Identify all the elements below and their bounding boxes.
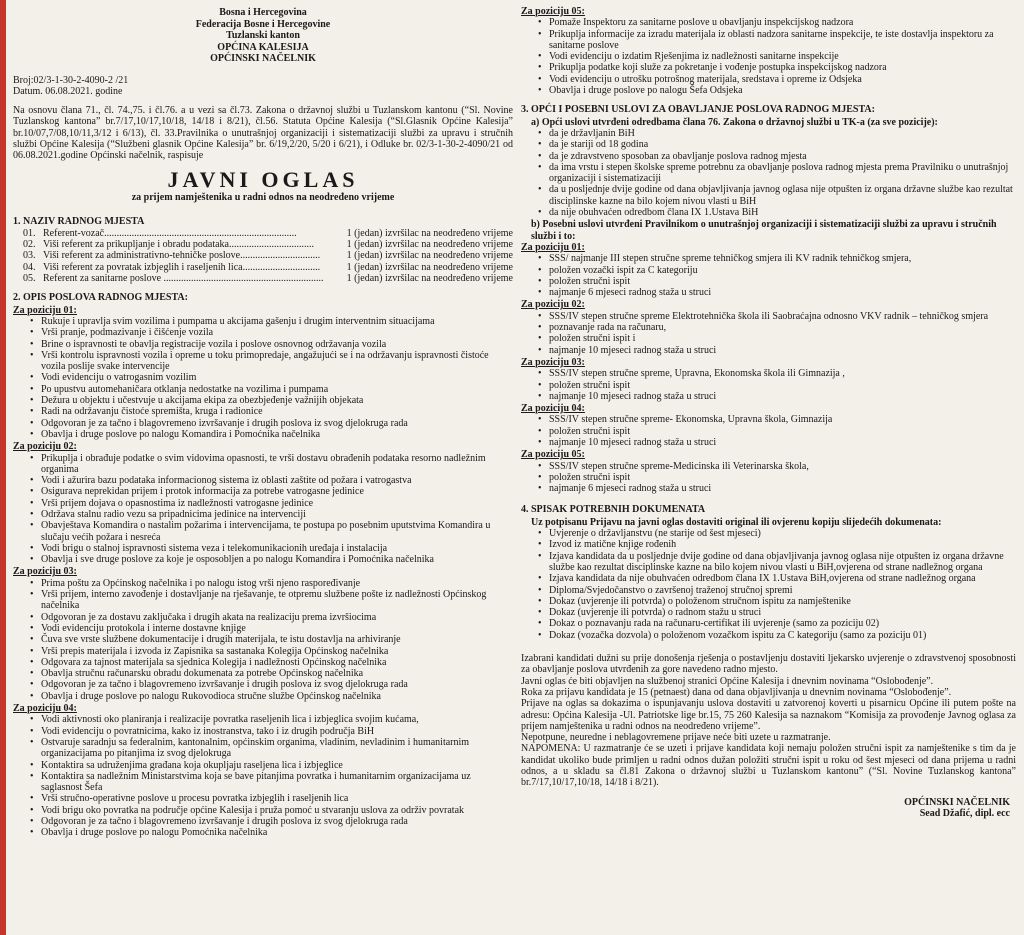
position-count: 1 (jedan) izvršilac na neodređeno vrijeme xyxy=(346,250,513,262)
list-item: • Dokaz (uvjerenje ili potvrda) o položenom stručnom ispitu za namještenike xyxy=(549,596,1016,607)
list-item: • najmanje 10 mjeseci radnog staža u struci xyxy=(549,437,1016,448)
position-label: Za poziciju 03: xyxy=(521,356,585,368)
documents-intro: Uz potpisanu Prijavu na javni oglas dostaviti original ili ovjerenu kopiju slijedećih dokumenata: xyxy=(531,516,942,528)
signature-block xyxy=(521,797,1016,820)
list-item: • Čuva sve vrste službene dokumentacije i drugih materijala, te istu dostavlja na arhiviranje xyxy=(41,634,513,645)
document-date: Datum. 06.08.2021. godine xyxy=(13,85,123,97)
position-count: 1 (jedan) izvršilac na neodređeno vrijeme xyxy=(346,227,513,239)
list-item: • Pomaže Inspektoru za sanitarne poslove u obavljanju inspekcijskog nadzora xyxy=(549,17,1016,28)
list-item: • Vodi brigu oko povratka na područje općine Kalesija i pruža pomoć u stvaranju uslova za održiv povratak xyxy=(41,805,513,816)
list-item: • Prikuplja i obrađuje podatke o svim vidovima opasnosti, te vrši dostavu obrađenih podataka resorno nadležnim organima xyxy=(41,453,513,476)
list-item: • Kontaktira sa udruženjima građana koja okupljaju raseljena lica i izbjeglice xyxy=(41,760,513,771)
position-label: Za poziciju 05: xyxy=(521,449,585,461)
general-conditions-list xyxy=(521,128,1016,218)
legal-basis-paragraph: Na osnovu člana 71., čl. 74.,75. i čl.76. a u vezi sa čl.73. Zakona o državnoj službi u Tuzlanskom kantonu (“Sl. Novine Tuzlanskog kantona” br.7/17,10/17,10/18, 14/18 i 8/21), čl.56. Statuta Općine Kalesija (“Sl.Glasnik Općine Kalesija” br.10/07,7/08,10/11,3/12 i 6/13), čl. 33.Pravilnika o unutrašnjoj organizaciji i sistematizaciji službi za upravu i stručnih službi Općine Kalesija (“Službeni glasnik Općine Kalesija” br. 6/19,2/20, 5/20 i 6/21), i Odluke br. 02/3-1-30-2-4090/21 od 06.08.2021.godine Općinski načelnik, raspisuje xyxy=(13,105,513,162)
position-item xyxy=(13,262,513,273)
list-item: • položen stručni ispit xyxy=(549,472,1016,483)
position-count: 1 (jedan) izvršilac na neodređeno vrijeme xyxy=(346,273,513,285)
list-item: • Odgovoran je za dostavu zaključaka i drugih akata na realizaciju prema izvršiocima xyxy=(41,612,513,623)
list-item: • Obavlja stručnu računarsku obradu dokumenata za potrebe Općinskog načelnika xyxy=(41,668,513,679)
position-label: Za poziciju 02: xyxy=(521,299,585,311)
general-conditions-heading: a) Opći uslovi utvrđeni odredbama člana 76. Zakona o državnoj službi u TK-a (za sve pozicije): xyxy=(531,116,938,128)
list-item: • poznavanje rada na računaru, xyxy=(549,322,1016,333)
position-label: Za poziciju 02: xyxy=(13,441,77,453)
position-label: Za poziciju 04: xyxy=(13,703,77,715)
list-item: • položen stručni ispit xyxy=(549,426,1016,437)
list-item: • da nije obuhvaćen odredbom člana IX 1.Ustava BiH xyxy=(549,207,1016,218)
position-number: 05. xyxy=(23,273,36,285)
list-item: • Izjava kandidata da nije obuhvaćen odredbom člana IX 1.Ustava BiH,ovjerena od strane nadležnog organa xyxy=(549,573,1016,584)
list-item: • Osigurava neprekidan prijem i protok informacija za potrebe vatrogasne jedinice xyxy=(41,486,513,497)
list-item: • položen vozački ispit za C kategoriju xyxy=(549,265,1016,276)
list-item: • položen stručni ispit i xyxy=(549,333,1016,344)
list-item: • Izjava kandidata da u posljednje dvije godine od dana objavljivanja javnog oglasa nije otpušten iz organa državne službe kao rezultat disciplinske kazne na bilo kojem nivou vlasti u BiH,ovjerena od strane nadležnog organa xyxy=(549,551,1016,574)
list-item: • SSS/IV stepen stručne spreme-Medicinska ili Veterinarska škola, xyxy=(549,461,1016,472)
special-conditions xyxy=(521,242,1016,495)
list-item: • Vodi evidenciju o vatrogasnim vozilim xyxy=(41,372,513,383)
position-label: Za poziciju 01: xyxy=(521,241,585,253)
list-item: • Vrši pranje, podmazivanje i čišćenje vozila xyxy=(41,327,513,338)
list-item: • najmanje 6 mjeseci radnog staža u struci xyxy=(549,287,1016,298)
header-line: OPĆINA KALESIJA xyxy=(217,41,309,53)
list-item: • Prikuplja podatke koji služe za pokretanje i vođenje postupka inspekcijskog nadzora xyxy=(549,62,1016,73)
list-item: • Dokaz (uvjerenje ili potvrda) o radnom stažu u struci xyxy=(549,607,1016,618)
document-number: Broj:02/3-1-30-2-4090-2 /21 xyxy=(13,74,129,86)
list-item: • Vodi evidenciju o utrošku potrošnog materijala, sredstava i opreme iz Odsjeka xyxy=(549,74,1016,85)
duties-list xyxy=(13,714,513,838)
position-label: Za poziciju 03: xyxy=(13,566,77,578)
list-item: • SSS/ najmanje III stepen stručne spreme tehničkog smjera ili KV radnik tehničkog smjera, xyxy=(549,253,1016,264)
document-meta xyxy=(13,75,513,98)
documents-list xyxy=(521,528,1016,641)
list-item: • da je stariji od 18 godina xyxy=(549,139,1016,150)
section-heading: 2. OPIS POSLOVA RADNOG MJESTA: xyxy=(13,292,188,304)
list-item: • da je zdravstveno sposoban za obavljanje poslova radnog mjesta xyxy=(549,151,1016,162)
closing-paragraph: Nepotpune, neuredne i neblagovremene prijave neće biti uzete u razmatranje. xyxy=(521,732,831,744)
list-item: • Po upustvu automehaničara otklanja nedostatke na vozilima i pumpama xyxy=(41,384,513,395)
duties-list xyxy=(13,578,513,702)
position-item xyxy=(13,250,513,261)
list-item: • Vodi evidenciju protokola i interne dostavne knjige xyxy=(41,623,513,634)
list-item: • Obavlja i druge poslove po nalogu Šefa Odsjeka xyxy=(549,85,1016,96)
position-label: Za poziciju 05: xyxy=(521,6,585,17)
position-item xyxy=(13,228,513,239)
list-item: • Izvod iz matične knjige rođenih xyxy=(549,539,1016,550)
issuer-header xyxy=(13,7,513,65)
list-item: • najmanje 6 mjeseci radnog staža u struci xyxy=(549,483,1016,494)
conditions-list xyxy=(521,368,1016,402)
list-item: • Vrši prijem, interno zavođenje i dostavljanje na rješavanje, te otpremu službene pošte iz nadležnosti Općinskog načelnika xyxy=(41,589,513,612)
duties-list xyxy=(13,316,513,440)
list-item: • Brine o ispravnosti te obavlja registracije vozila i poslove osnovnog održavanja vozila xyxy=(41,339,513,350)
list-item: • Odgovoran je za tačno i blagovremeno izvršavanje i drugih poslova iz svog djelokruga rada xyxy=(41,816,513,827)
signature-role: OPĆINSKI NAČELNIK xyxy=(904,796,1010,808)
list-item: • najmanje 10 mjeseci radnog staža u struci xyxy=(549,345,1016,356)
page-subtitle: za prijem namještenika u radni odnos na neodređeno vrijeme xyxy=(131,191,395,203)
conditions-list xyxy=(521,311,1016,356)
list-item: • Dežura u objektu i učestvuje u akcijama ekipa za obezbjeđenje važnijih objekata xyxy=(41,395,513,406)
header-line: Bosna i Hercegovina xyxy=(219,7,307,18)
list-item: • Odgovoran je za tačno i blagovremeno izvršavanje i drugih poslova iz svog djelokruga rada xyxy=(41,679,513,690)
duties-list xyxy=(521,17,1016,96)
special-conditions-heading: b) Posebni uslovi utvrđeni Pravilnikom o unutrašnjoj organizaciji i sistematizaciji službi za upravu i stručnih službi i to: xyxy=(531,219,997,242)
left-column xyxy=(13,6,513,840)
list-item: • Odgovoran je za tačno i blagovremeno izvršavanje i drugih poslova iz svog djelokruga rada xyxy=(41,418,513,429)
position-title: Referent za sanitarne poslove ................................................................ xyxy=(43,273,324,285)
signature-name: Sead Džafić, dipl. ecc xyxy=(919,807,1010,819)
right-column xyxy=(521,6,1016,819)
list-item: • Obavlja i sve druge poslove za koje je osposobljen a po nalogu Komandira i Pomoćnika načelnika xyxy=(41,554,513,565)
header-line: Federacija Bosne i Hercegovine xyxy=(195,18,331,30)
list-item: • SSS/IV stepen stručne spreme- Ekonomska, Upravna škola, Gimnazija xyxy=(549,414,1016,425)
position-item xyxy=(13,239,513,250)
closing-paragraph: Javni oglas će biti objavljen na službenoj stranici Općine Kalesija i dnevnim novinama “Oslobođenje”. xyxy=(521,675,934,687)
closing-paragraph: Prijave na oglas sa dokazima o ispunjavanju uslova dostaviti u zatvorenoj koverti u pisarnicu Općine ili putem pošte na adresu: Općina Kalesija -Ul. Patriotske lige br.15, 75 260 Kalesija sa naznakom “Komisija za provođenje Javnog oglasa za prijem namještenika u radni odnos na neodređeno vrijeme”. xyxy=(521,698,1016,732)
list-item: • Ostvaruje saradnju sa federalnim, kantonalnim, općinskim organima, vladinim, nevladinim i humanitarnim organizacijama po pitanjima iz svog djelokruga xyxy=(41,737,513,760)
list-item: • SSS/IV stepen stručne spreme Elektrotehnička škola ili Saobraćajna odnosno VKV radnik – tehničkog smjera xyxy=(549,311,1016,322)
position-number: 01. xyxy=(23,227,36,239)
list-item: • najmanje 10 mjeseci radnog staža u struci xyxy=(549,391,1016,402)
list-item: • da u posljednje dvije godine od dana objavljivanja javnog oglasa nije otpušten iz organa državne službe kao rezultat disciplinske kazne na bilo kojem nivou vlasti u BiH xyxy=(549,184,1016,207)
list-item: • Vodi aktivnosti oko planiranja i realizacije povratka raseljenih lica i izbjeglica svojim kućama, xyxy=(41,714,513,725)
position-number: 02. xyxy=(23,239,36,251)
position-title: Viši referent za administrativno-tehničke poslove................................ xyxy=(43,250,321,262)
list-item: • Prikuplja informacije za izradu materijala iz oblasti nadzora sanitarne inspekcije, te iste dostavlja inspektoru za sanitarne poslove xyxy=(549,29,1016,52)
conditions-list xyxy=(521,461,1016,495)
position-number: 03. xyxy=(23,250,36,262)
position-title: Viši referent za povratak izbjeglih i raseljenih lica............................... xyxy=(43,261,321,273)
list-item: • Vrši prepis materijala i izvoda iz Zapisnika sa sastanaka Kolegija Općinskog načelnika xyxy=(41,646,513,657)
position-title: Referent-vozač............................................................................. xyxy=(43,227,297,239)
closing-paragraph: Roka za prijavu kandidata je 15 (petnaest) dana od dana objavljivanja u dnevnim novinama “Oslobođenje”. xyxy=(521,686,952,698)
section-heading: 1. NAZIV RADNOG MJESTA xyxy=(13,215,145,227)
duties-list xyxy=(13,453,513,566)
position-count: 1 (jedan) izvršilac na neodređeno vrijeme xyxy=(346,239,513,251)
conditions-list xyxy=(521,253,1016,298)
list-item: • Obavlja i druge poslove po nalogu Pomoćnika načelnika xyxy=(41,827,513,838)
list-item: • Dokaz o poznavanju rada na računaru-certifikat ili uvjerenje (samo za poziciju 02) xyxy=(549,618,1016,629)
list-item: • Vrši kontrolu ispravnosti vozila i opreme u toku primopredaje, angažujući se i na održavanju ispravnosti čistoće vozila poslije svake intervencije xyxy=(41,350,513,373)
list-item: • Obavlja i druge poslove po nalogu Rukovodioca stručne službe Općinskog načelnika xyxy=(41,691,513,702)
list-item: • Prima poštu za Općinskog načelnika i po nalogu istog vrši njeno raspoređivanje xyxy=(41,578,513,589)
list-item: • Rukuje i upravlja svim vozilima i pumpama u akcijama gašenju i drugim interventnim situacijama xyxy=(41,316,513,327)
list-item: • Obavještava Komandira o nastalim požarima i intervencijama, te postupa po posebnim uputstvima Komandira u slučaju većih požara i nesreća xyxy=(41,520,513,543)
conditions-list xyxy=(521,414,1016,448)
list-item: • Vodi evidenciju o izdatim Rješenjima iz nadležnosti sanitarne inspekcije xyxy=(549,51,1016,62)
page-edge-bar xyxy=(0,0,6,935)
list-item: • da je državljanin BiH xyxy=(549,128,1016,139)
list-item: • Odgovara za tajnost materijala sa sjednica Kolegija i nadležnosti Općinskog načelnika xyxy=(41,657,513,668)
position-title: Viši referent za prikupljanje i obradu podataka.................................. xyxy=(43,239,314,251)
list-item: • Diploma/Svjedočanstvo o završenoj traženoj stručnoj spremi xyxy=(549,585,1016,596)
list-item: • Uvjerenje o državljanstvu (ne starije od šest mjeseci) xyxy=(549,528,1016,539)
list-item: • Vodi evidenciju o povratnicima, kako iz inostranstva, tako i iz drugih područja BiH xyxy=(41,726,513,737)
closing-paragraph: Izabrani kandidati dužni su prije donošenja rješenja o postavljenju dostaviti ljekarsko uvjerenje o zdravstvenoj sposobnosti za obavljanje poslova utvrđenih za gore navedeno radno mjesto. xyxy=(521,653,1016,676)
page-title: JAVNI OGLAS xyxy=(167,166,359,192)
position-count: 1 (jedan) izvršilac na neodređeno vrijeme xyxy=(346,261,513,273)
position-label: Za poziciju 04: xyxy=(521,403,585,415)
position-label: Za poziciju 01: xyxy=(13,304,77,316)
position-item xyxy=(13,273,513,284)
position-number: 04. xyxy=(23,261,36,273)
list-item: • Radi na održavanju čistoće spremišta, kruga i radionice xyxy=(41,406,513,417)
list-item: • položen stručni ispit xyxy=(549,380,1016,391)
list-item: • Vodi i ažurira bazu podataka informacionog sistema iz oblasti zaštite od požara i vatrogastva xyxy=(41,475,513,486)
list-item: • Održava stalnu radio vezu sa pripadnicima jedinice na intervenciji xyxy=(41,509,513,520)
list-item: • Obavlja i druge poslove po nalogu Komandira i Pomoćnika načelnika xyxy=(41,429,513,440)
header-line: OPĆINSKI NAČELNIK xyxy=(210,53,316,64)
list-item: • Vrši prijem dojava o opasnostima iz nadležnosti vatrogasne jedinice xyxy=(41,498,513,509)
list-item: • Vodi brigu o stalnoj ispravnosti sistema veza i telekomunikacionih uređaja i instalacija xyxy=(41,543,513,554)
list-item: • Kontaktira sa nadležnim Ministarstvima koja se bave pitanjima povratka i humanitarnim organizacijama uz saglasnost Šefa xyxy=(41,771,513,794)
section-heading: 4. SPISAK POTREBNIH DOKUMENATA xyxy=(521,504,706,516)
positions-list xyxy=(13,228,513,284)
list-item: • SSS/IV stepen stručne spreme, Upravna, Ekonomska škola ili Gimnazija , xyxy=(549,368,1016,379)
list-item: • Vrši stručno-operativne poslove u procesu povratka izbjeglih i raseljenih lica xyxy=(41,793,513,804)
closing-paragraph: NAPOMENA: U razmatranje će se uzeti i prijave kandidata koji nemaju položen stručni ispit za namještenike s tim da je kandidat ukoliko bude primljen u radni odnos dužan položiti stručni ispit u roku od šest mjeseci od dana prijema u radni odnos, a u skladu sa čl.81 Zakona o državnoj službi u Tuzlanskom kantonu” (“Sl. Novine Tuzlanskog kantona” br.7/17,10/17,10/18, 14/18 i 8/21). xyxy=(521,743,1016,789)
list-item: • da ima vrstu i stepen školske spreme potrebnu za obavljanje poslova radnog mjesta prema Pravilniku o unutrašnjoj organizaciji i sistematizaciji xyxy=(549,162,1016,185)
closing-notes xyxy=(521,653,1016,789)
list-item: • Dokaz (vozačka dozvola) o položenom vozačkom ispitu za C kategoriju (samo za poziciju 01) xyxy=(549,630,1016,641)
section-heading: 3. OPĆI I POSEBNI USLOVI ZA OBAVLJANJE POSLOVA RADNOG MJESTA: xyxy=(521,104,875,116)
header-line: Tuzlanski kanton xyxy=(226,30,300,41)
list-item: • položen stručni ispit xyxy=(549,276,1016,287)
